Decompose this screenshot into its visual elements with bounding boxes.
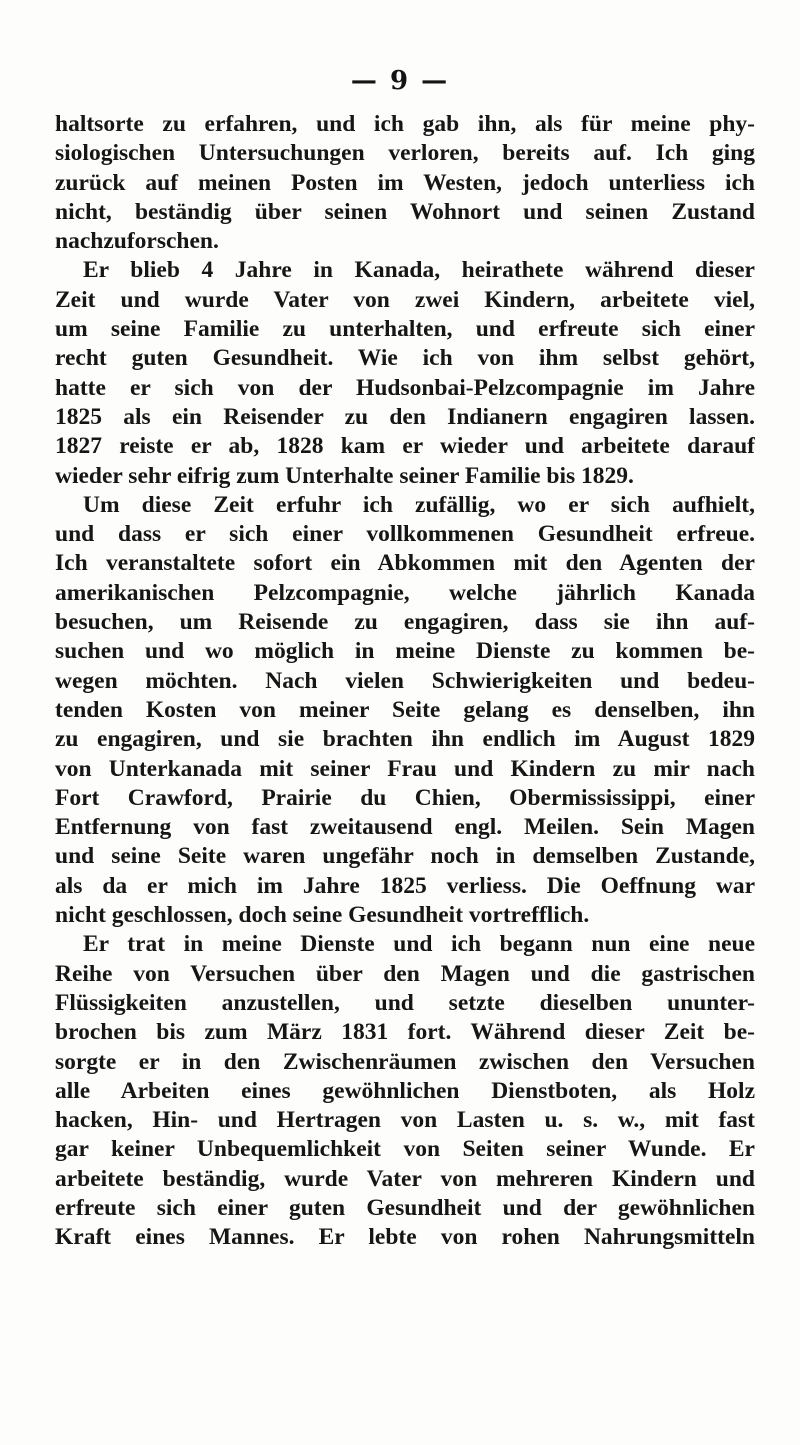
text-line: amerikanischen Pelzcompagnie, welche jährlich Kanada: [55, 579, 755, 606]
text-line: Flüssigkeiten anzustellen, und setzte dieselben ununter-: [55, 989, 755, 1016]
text-line: um seine Familie zu unterhalten, und erfreute sich einer: [55, 316, 755, 343]
text-line: Er trat in meine Dienste und ich begann nun eine neue: [83, 931, 755, 958]
text-line: Fort Crawford, Prairie du Chien, Obermississippi, einer: [55, 784, 755, 811]
text-line: zu engagiren, und sie brachten ihn endlich im August 1829: [55, 726, 755, 753]
text-line: Reihe von Versuchen über den Magen und die gastrischen: [55, 960, 755, 987]
text-line: besuchen, um Reisende zu engagiren, dass sie ihn auf-: [55, 609, 755, 636]
text-line: tenden Kosten von meiner Seite gelang es denselben, ihn: [55, 696, 755, 723]
text-line: nachzuforschen.: [55, 228, 219, 255]
text-line: recht guten Gesundheit. Wie ich von ihm selbst gehört,: [55, 345, 755, 372]
text-line: Er blieb 4 Jahre in Kanada, heirathete während dieser: [83, 257, 755, 284]
text-line: Zeit und wurde Vater von zwei Kindern, arbeitete viel,: [55, 286, 755, 313]
text-line: nicht, beständig über seinen Wohnort und seinen Zustand: [55, 198, 755, 225]
text-line: erfreute sich einer guten Gesundheit und der gewöhnlichen: [55, 1194, 755, 1221]
text-line: haltsorte zu erfahren, und ich gab ihn, als für meine phy-: [55, 111, 755, 137]
text-line: und seine Seite waren ungefähr noch in demselben Zustande,: [55, 843, 755, 870]
page-number: — 9 —: [350, 66, 450, 96]
text-line: siologischen Untersuchungen verloren, bereits auf. Ich ging: [55, 140, 755, 167]
text-line: wieder sehr eifrig zum Unterhalte seiner Familie bis 1829.: [55, 462, 634, 489]
text-line: sorgte er in den Zwischenräumen zwischen den Versuchen: [55, 1048, 755, 1075]
text-line: zurück auf meinen Posten im Westen, jedoch unterliess ich: [55, 169, 755, 196]
text-line: Kraft eines Mannes. Er lebte von rohen Nahrungsmitteln: [55, 1224, 755, 1251]
text-line: Entfernung von fast zweitausend engl. Meilen. Sein Magen: [55, 814, 755, 841]
text-line: wegen möchten. Nach vielen Schwierigkeiten und bedeu-: [55, 667, 755, 694]
text-line: Um diese Zeit erfuhr ich zufällig, wo er sich aufhielt,: [83, 491, 755, 518]
text-line: 1827 reiste er ab, 1828 kam er wieder und arbeitete darauf: [55, 433, 755, 460]
text-line: Ich veranstaltete sofort ein Abkommen mit den Agenten der: [55, 550, 755, 577]
text-line: arbeitete beständig, wurde Vater von mehreren Kindern und: [55, 1165, 755, 1192]
text-line: brochen bis zum März 1831 fort. Während dieser Zeit be-: [55, 1019, 755, 1046]
text-line: suchen und wo möglich in meine Dienste zu kommen be-: [55, 638, 755, 665]
body-text: [55, 110, 755, 1253]
text-line: und dass er sich einer vollkommenen Gesundheit erfreue.: [55, 521, 755, 548]
text-line: als da er mich im Jahre 1825 verliess. Die Oeffnung war: [55, 872, 755, 899]
text-line: hacken, Hin- und Hertragen von Lasten u. s. w., mit fast: [55, 1107, 755, 1134]
text-line: gar keiner Unbequemlichkeit von Seiten seiner Wunde. Er: [55, 1136, 755, 1163]
text-line: nicht geschlossen, doch seine Gesundheit vortrefflich.: [55, 902, 590, 929]
text-line: alle Arbeiten eines gewöhnlichen Dienstboten, als Holz: [55, 1077, 755, 1104]
text-line: von Unterkanada mit seiner Frau und Kindern zu mir nach: [55, 755, 755, 782]
text-line: 1825 als ein Reisender zu den Indianern engagiren lassen.: [55, 403, 755, 430]
text-line: hatte er sich von der Hudsonbai-Pelzcompagnie im Jahre: [55, 374, 755, 401]
